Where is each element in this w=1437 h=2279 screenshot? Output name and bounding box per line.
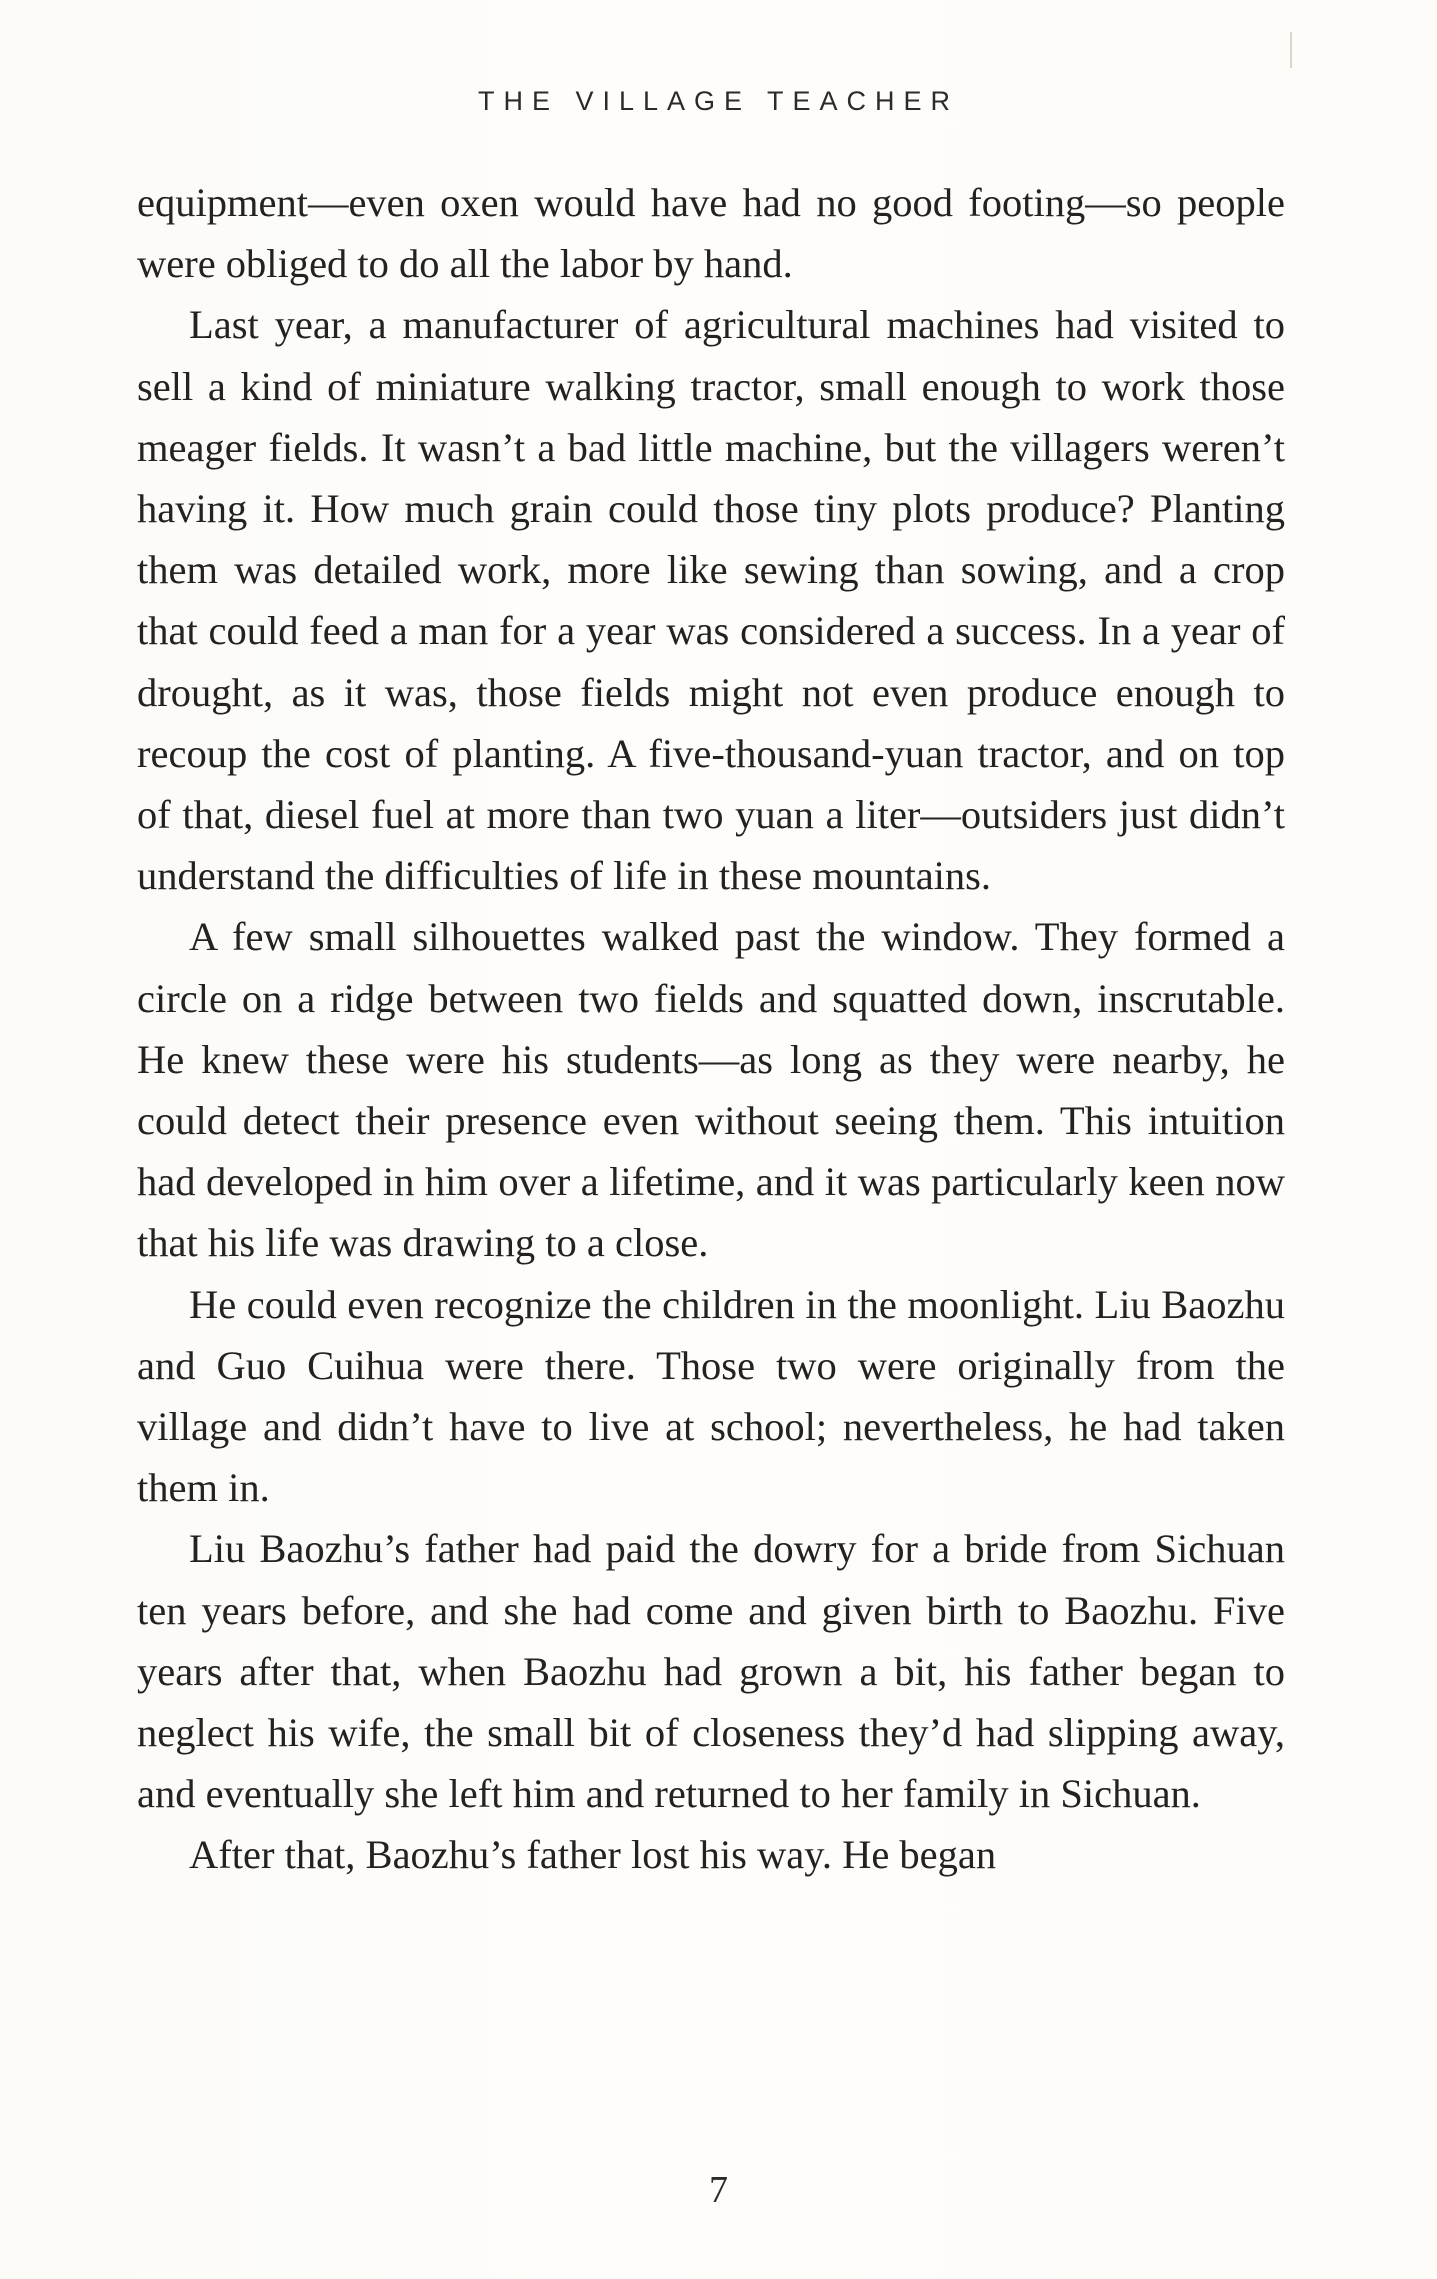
page-number: 7 [709,2169,728,2211]
paragraph: After that, Baozhu’s father lost his way. He began [189,1832,997,1878]
paragraph: He could even recognize the children in the moonlight. Liu Baozhu and Guo Cuihua were there. Those two were originally from the village and didn’t have to live at school; nevertheless, he had taken them in. [137,1281,1285,1511]
paragraph: equipment—even oxen would have had no good footing—so people were obliged to do all the labor by hand. [137,180,1285,287]
paragraph: A few small silhouettes walked past the window. They formed a circle on a ridge between two fields and squatted down, inscrutable. He knew these were his students—as long as they were nearby, he could detect their presence even without seeing them. This intuition had developed in him over a lifetime, and it was particularly keen now that his life was drawing to a close. [137,914,1285,1266]
paragraph: Last year, a manufacturer of agricultural machines had visited to sell a kind of miniature walking tractor, small enough to work those meager fields. It wasn’t a bad little machine, but the villagers weren’t having it. How much grain could those tiny plots produce? Planting them was detailed work, more like sewing than sowing, and a crop that could feed a man for a year was considered a success. In a year of drought, as it was, those fields might not even produce enough to recoup the cost of planting. A five-thousand-yuan tractor, and on top of that, diesel fuel at more than two yuan a liter—outsiders just didn’t understand the difficulties of life in these mountains. [137,302,1285,899]
paragraph: Liu Baozhu’s father had paid the dowry for a bride from Sichuan ten years before, and she had come and given birth to Baozhu. Five years after that, when Baozhu had grown a bit, his father began to neglect his wife, the small bit of closeness they’d had slipping away, and eventually she left him and returned to her family in Sichuan. [137,1526,1285,1817]
running-head: THE VILLAGE TEACHER [477,86,960,116]
paper-mark [1290,32,1292,68]
body-text [137,172,1285,1886]
